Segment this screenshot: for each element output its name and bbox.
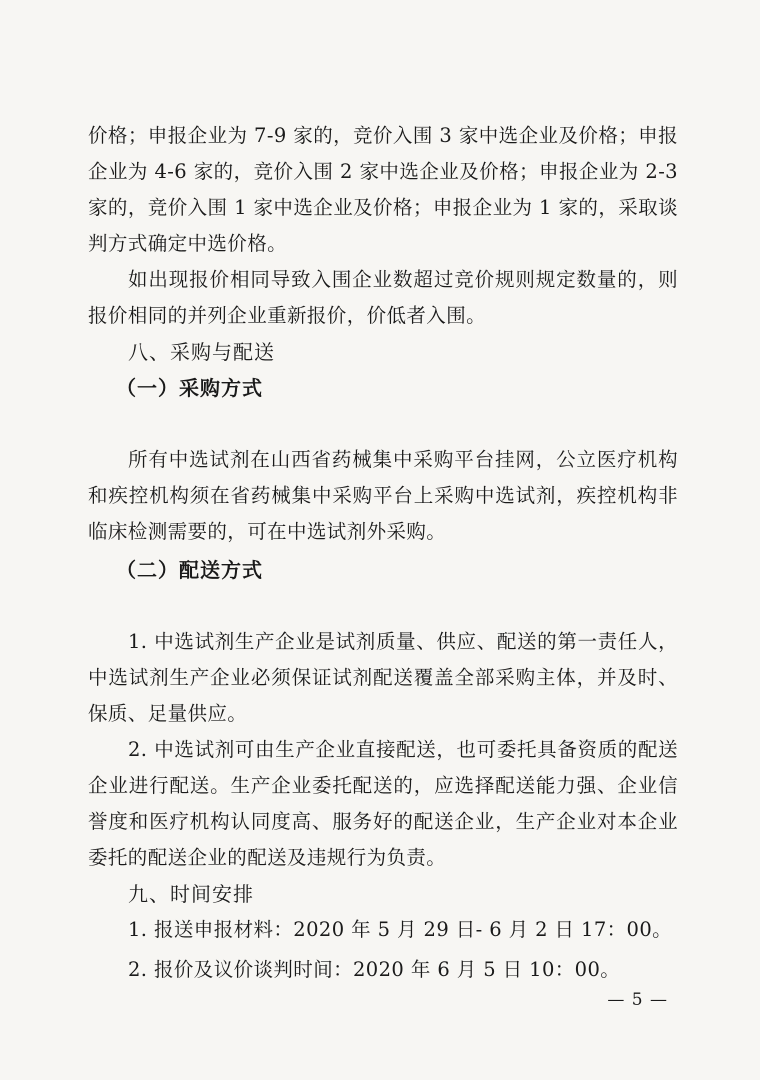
paragraph-procurement-method: 所有中选试剂在山西省药械集中采购平台挂网，公立医疗机构和疾控机构须在省药械集中采购平台上采购中选试剂，疾控机构非临床检测需要的，可在中选试剂外采购。	[88, 448, 678, 543]
section-heading-procurement-delivery: 八、采购与配送	[128, 340, 275, 364]
paragraph-schedule-item-2: 2. 报价及议价谈判时间：2020 年 6 月 5 日 10：00。	[128, 958, 621, 981]
paragraph-bidding-rules: 价格；申报企业为 7-9 家的，竞价入围 3 家中选企业及价格；申报企业为 4-6 家的，竞价入围 2 家中选企业及价格；申报企业为 2-3 家的，竞价入围 1 家中选企业及价格；申报企业为 1 家的，采取谈判方式确定中选价格。	[88, 124, 678, 255]
paragraph-delivery-item-1: 1. 中选试剂生产企业是试剂质量、供应、配送的第一责任人，中选试剂生产企业必须保证试剂配送覆盖全部采购主体，并及时、保质、足量供应。	[88, 630, 678, 725]
paragraph-schedule-item-1: 1. 报送申报材料：2020 年 5 月 29 日- 6 月 2 日 17：00。	[128, 918, 673, 941]
section-heading-schedule: 九、时间安排	[128, 882, 254, 906]
subheading-delivery-method: （二）配送方式	[116, 558, 263, 582]
paragraph-tie-rule: 如出现报价相同导致入围企业数超过竞价规则规定数量的，则报价相同的并列企业重新报价，价低者入围。	[88, 268, 678, 327]
paragraph-delivery-item-2: 2. 中选试剂可由生产企业直接配送，也可委托具备资质的配送企业进行配送。生产企业委托配送的，应选择配送能力强、企业信誉度和医疗机构认同度高、服务好的配送企业，生产企业对本企业委托的配送企业的配送及违规行为负责。	[88, 738, 678, 869]
page-number: — 5 —	[607, 990, 668, 1010]
subheading-procurement-method: （一）采购方式	[116, 376, 263, 400]
